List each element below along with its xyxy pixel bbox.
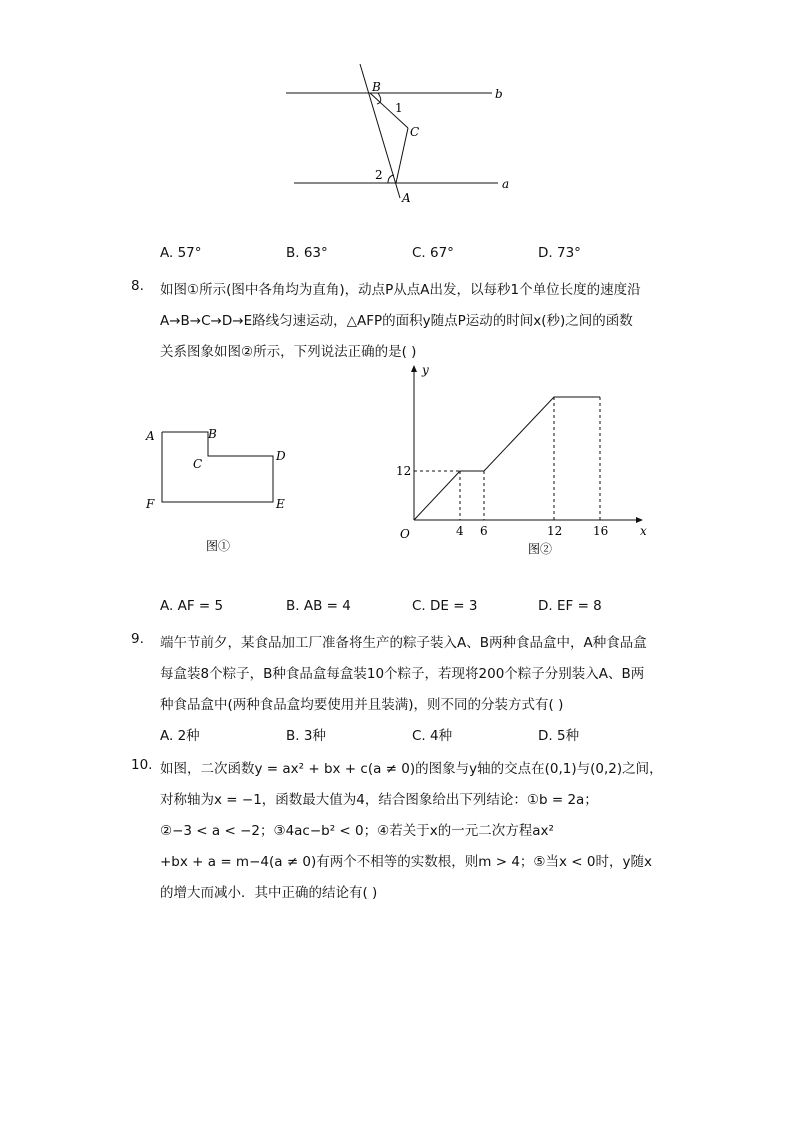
q9-line-3: 种食品盒中(两种食品盒均要使用并且装满)，则不同的分装方式有( ) [160, 697, 564, 713]
label-angle-2: 2 [375, 168, 383, 182]
fig1-label-e: E [276, 497, 285, 511]
label-point-b: B [372, 80, 381, 94]
figure-1-polygon [140, 420, 300, 560]
label-point-a: A [402, 191, 411, 205]
x-tick-6: 6 [480, 524, 488, 538]
q8-option-b[interactable]: B. AB = 4 [286, 598, 351, 614]
origin-label: O [400, 527, 410, 541]
q10-line-4: +bx + a = m−4(a ≠ 0)有两个不相等的实数根，则m > 4；⑤当x < 0时，y随x [160, 854, 652, 870]
axis-label-x: x [640, 524, 647, 538]
q8-option-a[interactable]: A. AF = 5 [160, 598, 224, 614]
fig1-caption: 图① [206, 539, 231, 553]
q8-line-1: 如图①所示(图中各角均为直角)，动点P从点A出发，以每秒1个单位长度的速度沿 [160, 282, 641, 298]
q9-option-a[interactable]: A. 2种 [160, 728, 200, 744]
fig1-label-c: C [193, 457, 203, 471]
label-a: a [502, 177, 510, 191]
q9-line-1: 端午节前夕，某食品加工厂准备将生产的粽子装入A、B两种食品盒中，A种食品盒 [160, 635, 647, 651]
x-tick-12: 12 [547, 524, 563, 538]
q8-option-d[interactable]: D. EF = 8 [538, 598, 602, 614]
q7-option-c[interactable]: C. 67° [412, 245, 454, 261]
fig2-caption: 图② [528, 542, 553, 556]
label-point-c: C [410, 125, 420, 139]
axis-label-y: y [422, 363, 429, 377]
q8-option-c[interactable]: C. DE = 3 [412, 598, 478, 614]
x-tick-16: 16 [593, 524, 609, 538]
label-angle-1: 1 [395, 101, 403, 115]
q10-number: 10. [131, 757, 153, 773]
polygon-afed [162, 432, 273, 502]
q10-line-3: ②−3 < a < −2；③4ac−b² < 0；④若关于x的一元二次方程ax² [160, 823, 554, 839]
x-tick-4: 4 [456, 524, 464, 538]
q9-line-2: 每盒装8个粽子，B种食品盒每盒装10个粽子，若现将200个粽子分别装入A、B两 [160, 666, 645, 682]
label-b: b [495, 87, 503, 101]
q10-line-5: 的增大而减小．其中正确的结论有( ) [160, 885, 378, 901]
q7-option-b[interactable]: B. 63° [286, 245, 328, 261]
q7-option-d[interactable]: D. 73° [538, 245, 581, 261]
fig1-label-b: B [208, 427, 217, 441]
q9-option-d[interactable]: D. 5种 [538, 728, 580, 744]
figure-2-graph [390, 360, 660, 560]
area-graph-line [414, 397, 600, 520]
q10-line-1: 如图，二次函数y = ax² + bx + c(a ≠ 0)的图象与y轴的交点在(0,1)与(0,2)之间， [160, 761, 663, 777]
y-tick-12: 12 [396, 464, 412, 478]
q8-number: 8. [131, 278, 144, 294]
angle-1-arc [377, 93, 381, 104]
q10-line-2: 对称轴为x = −1，函数最大值为4，结合图象给出下列结论：①b = 2a； [160, 792, 598, 808]
parallel-lines-figure [280, 60, 520, 210]
fig1-label-a: A [146, 429, 155, 443]
segment-ca [396, 128, 408, 183]
q8-line-3: 关系图象如图②所示，下列说法正确的是( ) [160, 344, 417, 360]
fig1-label-f: F [146, 497, 155, 511]
q8-line-2: A→B→C→D→E路线匀速运动，△AFP的面积y随点P运动的时间x(秒)之间的函数 [160, 313, 633, 329]
q9-option-b[interactable]: B. 3种 [286, 728, 326, 744]
q9-number: 9. [131, 631, 144, 647]
q7-option-a[interactable]: A. 57° [160, 245, 202, 261]
fig1-label-d: D [276, 449, 286, 463]
q9-option-c[interactable]: C. 4种 [412, 728, 453, 744]
